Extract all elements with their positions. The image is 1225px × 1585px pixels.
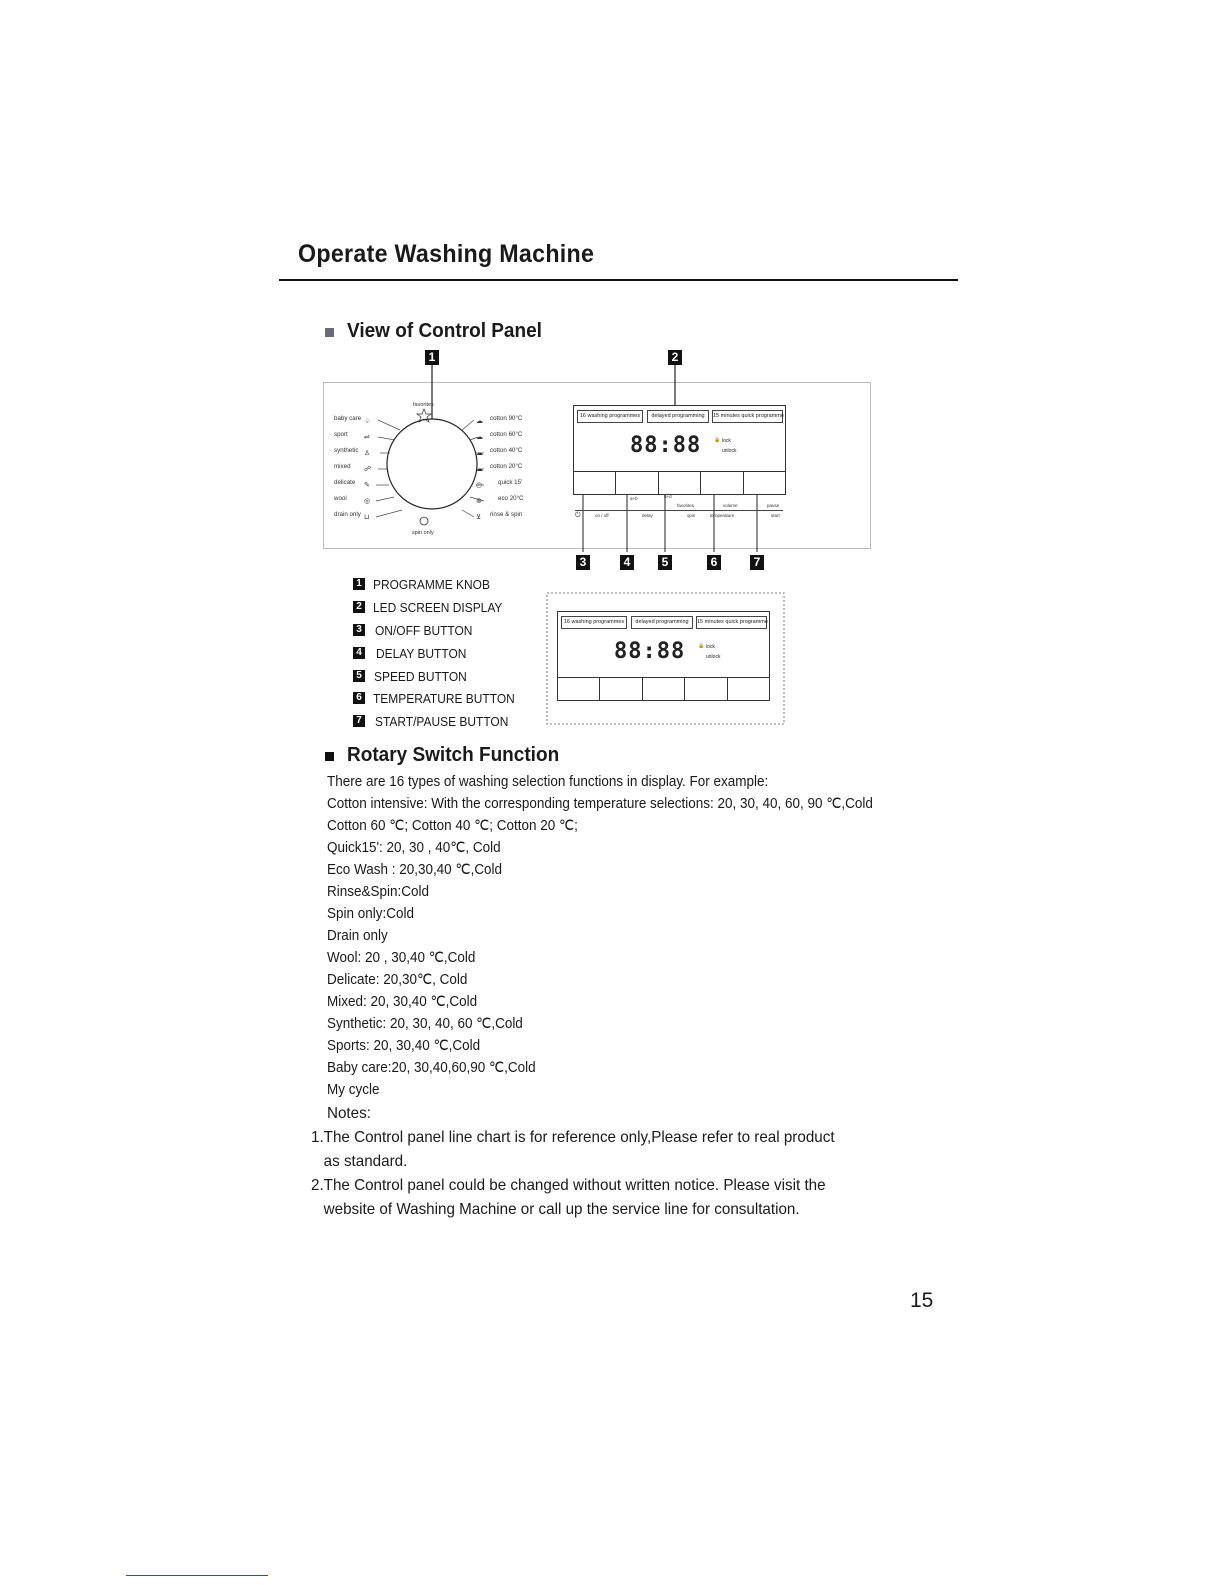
programme-label: eco 20°C [498,495,524,502]
rotary-line: Eco Wash : 20,30,40 ℃,Cold [327,862,503,878]
cloud-icon: ☁ [476,434,483,441]
rotary-line: Drain only [327,928,388,944]
lock-icon: 🔒 [714,437,721,443]
speed-button[interactable] [659,472,701,495]
rotary-line: There are 16 types of washing selection functions in display. For example: [327,774,769,790]
sport-icon: ⇌ [364,434,370,441]
programme-label: wool [334,495,347,502]
left-programme-list [334,415,361,527]
delicate-icon: ✎ [364,482,370,489]
legend-number: 1 [353,578,365,590]
lcd-tab: 15 minutes quick programme [712,410,783,423]
synthetic-icon: ♙ [364,450,371,457]
drain-icon: ⊔ [364,514,370,521]
programme-label: delicate [334,479,356,486]
note-line: 1.The Control panel line chart is for reference only,Please refer to real product [311,1129,835,1146]
note-line: website of Washing Machine or call up the service line for consultation. [311,1201,800,1218]
rotary-line: Synthetic: 20, 30, 40, 60 ℃,Cold [327,1016,523,1032]
timer-icon: ◴ [476,482,483,489]
callout-3: 3 [576,555,590,570]
button-label: delay [642,513,653,518]
legend-text: ON/OFF BUTTON [375,622,473,638]
rinse-icon: ⊻ [476,514,482,521]
delay-button[interactable] [616,472,658,495]
baby-care-icon: ♧ [364,418,371,425]
cloud-icon: ☁ [476,450,483,457]
cloud-icon: ☁ [476,466,483,473]
unlock-label: unlock [706,654,721,660]
footer-rule [126,1575,268,1576]
button-label: volume [723,503,738,508]
legend-number: 6 [353,692,365,704]
section-bullet-icon [325,752,334,761]
lcd-detail-display [557,611,770,701]
rotary-line: Wool: 20 , 30,40 ℃,Cold [327,950,476,966]
legend-number: 5 [353,670,365,682]
lcd-tab: 16 washing programmes [577,410,643,423]
rotary-line: Cotton 60 ℃; Cotton 40 ℃; Cotton 20 ℃; [327,818,578,834]
rotary-line: Baby care:20, 30,40,60,90 ℃,Cold [327,1060,536,1076]
lock-icon: 🔒 [698,643,705,649]
mixed-icon: ☍ [364,466,372,473]
page-number: 15 [910,1289,934,1312]
lcd-tab: 16 washing programmes [561,616,627,629]
programme-label: drain only [334,511,361,518]
unlock-label: unlock [722,448,737,454]
note-line: 2.The Control panel could be changed without written notice. Please visit the [311,1177,826,1194]
legend-number: 7 [353,715,365,727]
legend-text: START/PAUSE BUTTON [375,714,509,730]
left-programme-icons [364,414,371,526]
callout-2: 2 [668,350,682,365]
callout-4: 4 [620,555,634,570]
programme-label: cotton 40°C [490,447,523,454]
delay-button[interactable] [600,678,642,701]
lcd-button-row [558,677,769,701]
programme-label: sport [334,431,348,438]
note-line: as standard. [311,1153,408,1170]
legend-text: PROGRAMME KNOB [373,577,490,592]
lcd-button-row [574,471,785,495]
favorites-label: favorites [413,402,434,408]
on-off-button[interactable] [574,472,616,495]
power-icon: ⏻ [575,512,581,519]
cloud-icon: ☁ [476,418,483,425]
programme-label: quick 15' [498,479,523,486]
callout-6: 6 [707,555,721,570]
legend-text: LED SCREEN DISPLAY [373,599,503,615]
right-programme-list [490,415,524,527]
callout-5: 5 [658,555,672,570]
lcd-screen-display [573,405,786,495]
programme-label: rinse & spin [490,511,523,518]
programme-label: mixed [334,463,351,470]
start-pause-button[interactable] [728,678,769,701]
eco-icon: ⊛ [476,498,482,505]
lcd-tab: delayed programming [631,616,693,629]
start-pause-button[interactable] [744,472,785,495]
bracket-label: b+d [664,494,672,499]
temperature-button[interactable] [701,472,743,495]
callout-7: 7 [750,555,764,570]
callout-1: 1 [425,350,439,365]
rotary-line: Mixed: 20, 30,40 ℃,Cold [327,994,478,1010]
spin-only-label: spin only [412,530,434,536]
button-label: favorites [677,503,695,508]
legend-text: DELAY BUTTON [376,645,467,661]
right-programme-icons [476,414,483,526]
temperature-button[interactable] [685,678,727,701]
programme-label: synthetic [334,447,359,454]
lcd-tab: delayed programming [647,410,709,423]
button-label: start [771,513,780,518]
lock-label: lock [722,438,731,444]
button-label: pause [767,503,780,508]
legend-number: 3 [353,624,365,636]
legend-text: SPEED BUTTON [374,668,467,684]
on-off-button[interactable] [558,678,600,701]
programme-label: cotton 90°C [490,415,523,422]
rotary-line: Cotton intensive: With the corresponding temperature selections: 20, 30, 40, 60, 90 ℃,Cold [327,796,873,812]
speed-button[interactable] [643,678,685,701]
button-label: spin [687,513,696,518]
wool-icon: ◎ [364,498,371,505]
button-label: temperature [710,513,735,518]
programme-label: cotton 60°C [490,431,523,438]
legend-number: 2 [353,601,365,613]
rotary-line: Spin only:Cold [327,906,414,922]
section-heading-panel: View of Control Panel [347,320,542,342]
section-heading-rotary: Rotary Switch Function [347,744,560,766]
rotary-line: My cycle [327,1082,380,1098]
programme-label: baby care [334,415,362,422]
rotary-line: Sports: 20, 30,40 ℃,Cold [327,1038,481,1054]
programme-label: cotton 20°C [490,463,523,470]
page-title: Operate Washing Machine [298,240,595,268]
notes-title: Notes: [327,1105,371,1122]
button-label-rule [575,510,783,511]
lcd-digits: 88:88 [614,639,686,664]
button-label: on / off [595,513,609,518]
lock-label: lock [706,644,715,650]
rotary-line: Rinse&Spin:Cold [327,884,429,900]
lcd-tab: 15 minutes quick programme [696,616,767,629]
lcd-digits: 88:88 [630,433,702,458]
rotary-line: Delicate: 20,30℃, Cold [327,972,468,988]
bracket-label: a+b [630,496,638,501]
rotary-line: Quick15': 20, 30 , 40℃, Cold [327,840,501,856]
legend-text: TEMPERATURE BUTTON [373,691,515,707]
legend-number: 4 [353,647,365,659]
